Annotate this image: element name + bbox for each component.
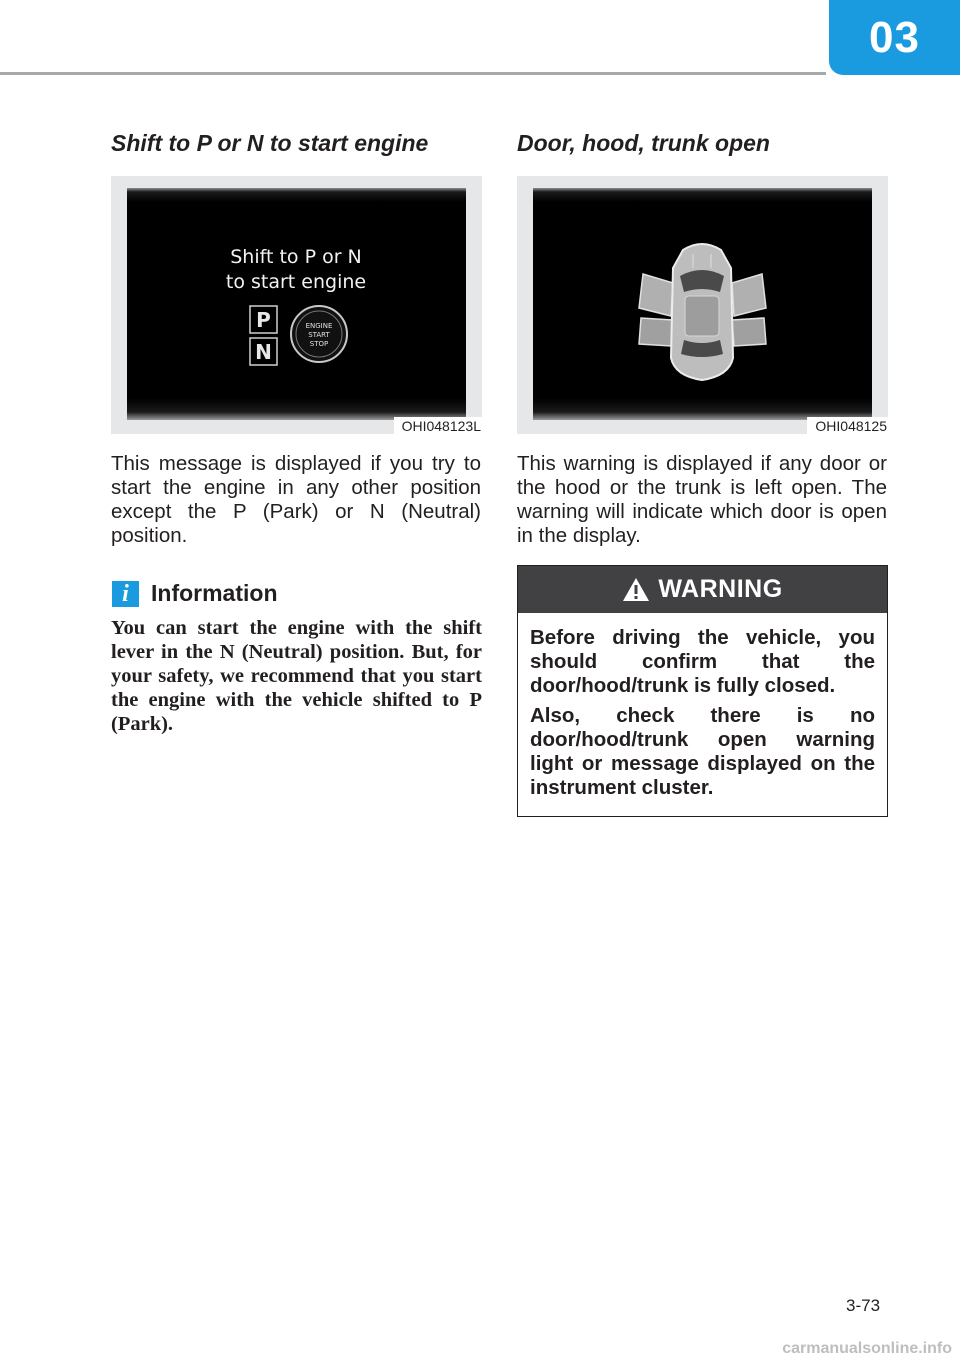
figure-code: OHI048125 [807,417,888,434]
cluster-display [533,188,872,420]
car-doors-open-icon [639,244,766,380]
right-heading: Door, hood, trunk open [517,130,770,156]
information-text: You can start the engine with the shift lever in the N (Neutral) position. But, for your safety, we recommend that you start the engine with the vehicle shifted to P (Park). [111,617,482,735]
engine-start-stop-button-icon [291,306,347,362]
chapter-number: 03 [869,12,920,62]
page-number: 3-73 [846,1296,881,1315]
door-open-figure [517,176,888,434]
information-icon [112,581,139,607]
figure-code: OHI048123L [394,417,482,434]
button-label-line1: ENGINE [305,322,333,330]
warning-paragraph-2: Also, check there is no door/hood/trunk open warning light or message displayed on the instrument cluster. [530,704,875,799]
display-message-line1: Shift to P or N [230,246,362,268]
gear-n-icon [250,338,277,365]
button-label-line3: STOP [309,340,329,348]
gear-p-label: P [256,308,271,332]
warning-paragraph-1: Before driving the vehicle, you should confirm that the door/hood/trunk is fully closed. [530,626,875,697]
chapter-tab [829,0,960,75]
gear-n-label: N [255,340,272,364]
warning-triangle-icon [622,577,650,602]
gear-p-icon [250,306,277,333]
shift-warning-figure [111,176,482,434]
cluster-display [127,188,466,420]
warning-header [518,566,887,613]
information-icon-glyph: i [122,580,129,607]
header-rule [0,72,826,75]
watermark: carmanualsonline.info [782,1340,952,1357]
display-message-line2: to start engine [225,271,367,293]
right-body-text: This warning is displayed if any door or the hood or the trunk is left open. The warning will indicate which door is open in the display. [517,452,887,547]
button-label-line2: START [308,331,330,339]
warning-body [518,613,887,800]
left-body-text: This message is displayed if you try to start the engine in any other position except the P (Park) or N (Neutral) position. [111,452,481,547]
information-title: Information [151,580,278,606]
left-heading: Shift to P or N to start engine [111,130,429,156]
warning-label: WARNING [658,575,783,603]
warning-box [517,565,888,817]
